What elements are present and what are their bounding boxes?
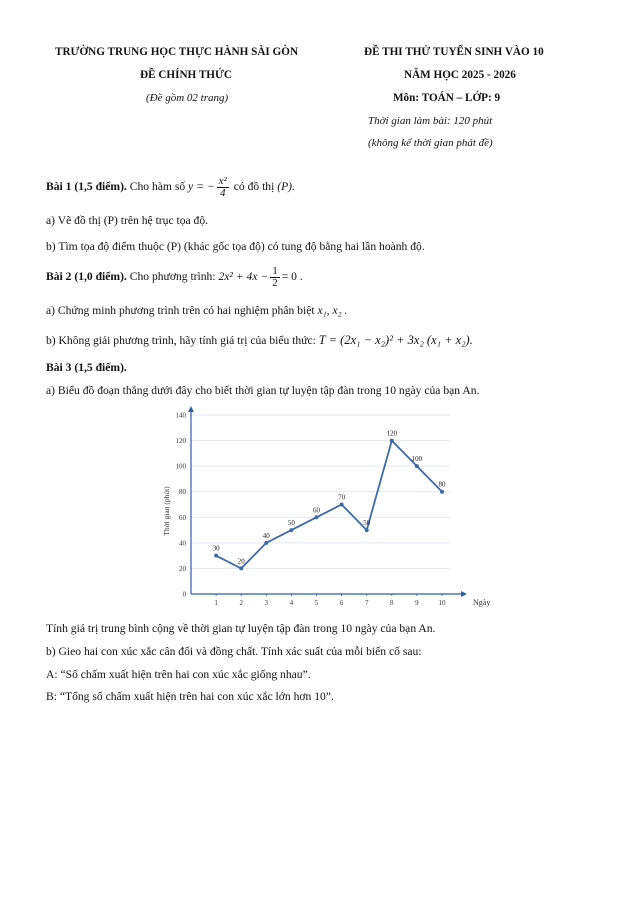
chart-y-tick-label: 60 xyxy=(179,513,186,522)
bai1-a: a) Vẽ đồ thị (P) trên hệ trục tọa độ. xyxy=(46,214,209,227)
chart-data-labels xyxy=(213,430,446,566)
chart-series-line xyxy=(216,441,442,569)
chart-data-label: 80 xyxy=(438,480,446,489)
chart-x-tick-label: 9 xyxy=(415,599,419,607)
chart-data-point xyxy=(239,566,243,570)
chart-data-point xyxy=(440,490,444,494)
chart-data-label: 50 xyxy=(363,519,371,528)
bai2-a: a) Chứng minh phương trình trên có hai nghiệm phân biệt xyxy=(46,304,315,317)
bai3-a-question: Tính giá trị trung bình cộng về thời gian tự luyện tập đàn trong 10 ngày của bạn An. xyxy=(46,622,436,635)
bai2-eq-num: 1 xyxy=(272,265,278,277)
chart-y-axis-label: Thời gian (phút) xyxy=(162,486,171,536)
bai1-title: Bài 1 (1,5 điểm). xyxy=(46,180,127,194)
chart-data-point xyxy=(289,528,293,532)
bai2-b: b) Không giải phương trình, hãy tính giá trị của biểu thức: xyxy=(46,334,316,347)
practice-time-line-chart xyxy=(150,405,500,615)
bai2-eq-den: 2 xyxy=(272,277,278,289)
bai2-title: Bài 2 (1,0 điểm). xyxy=(46,270,127,284)
chart-x-axis-arrow xyxy=(461,591,467,597)
duration-note: (không kể thời gian phát đề) xyxy=(368,137,493,149)
chart-data-point xyxy=(214,554,218,558)
bai1-graph-name: (P). xyxy=(277,180,295,194)
bai2-a-roots: x₁, x₂ . xyxy=(317,304,348,317)
chart-data-label: 40 xyxy=(262,531,270,540)
chart-y-tick-label: 100 xyxy=(175,462,186,471)
bai1-b: b) Tìm tọa độ điểm thuộc (P) (khác gốc tọa độ) có tung độ bằng hai lần hoành độ. xyxy=(46,240,425,253)
chart-data-label: 60 xyxy=(313,506,320,515)
chart-data-label: 120 xyxy=(386,429,398,438)
chart-data-point xyxy=(315,515,319,519)
chart-x-tick-label: 7 xyxy=(364,599,369,607)
chart-y-tick-label: 120 xyxy=(175,437,186,446)
chart-y-tick-label: 0 xyxy=(182,590,186,599)
bai2-eq-right: = 0 . xyxy=(281,270,303,284)
bai1-func-den: 4 xyxy=(219,187,226,199)
bai1-func-num: x² xyxy=(218,175,227,187)
official-label: ĐỀ CHÍNH THỨC xyxy=(140,69,232,81)
chart-y-tick-label: 20 xyxy=(179,564,186,573)
exam-title: ĐỀ THI THỬ TUYỂN SINH VÀO 10 xyxy=(364,46,544,58)
chart-y-tick-label: 80 xyxy=(179,488,186,497)
bai2-eq-fraction xyxy=(270,266,280,289)
chart-data-point xyxy=(415,464,419,468)
chart-x-tick-label: 3 xyxy=(264,599,269,607)
chart-x-tick-label: 2 xyxy=(239,599,243,607)
subject: Môn: TOÁN – LỚP: 9 xyxy=(393,92,501,104)
chart-x-tick-label: 8 xyxy=(390,599,394,607)
chart-data-point xyxy=(264,541,268,545)
chart-x-tick-label: 4 xyxy=(289,599,294,607)
duration: Thời gian làm bài: 120 phút xyxy=(368,115,493,127)
bai2-eq-left: 2x² + 4x − xyxy=(218,270,269,284)
bai1-func-fraction xyxy=(217,176,229,199)
bai3-title: Bài 3 (1,5 điểm). xyxy=(46,361,127,374)
bai2-line xyxy=(46,266,303,289)
chart-grid xyxy=(191,415,450,568)
chart-series xyxy=(214,439,444,571)
bai3-a: a) Biểu đồ đoạn thẳng dưới đây cho biết thời gian tự luyện tập đàn trong 10 ngày của bạn An. xyxy=(46,384,480,397)
chart-data-label: 30 xyxy=(212,544,220,553)
school-year: NĂM HỌC 2025 - 2026 xyxy=(404,69,516,81)
bai2-b-expr: T = (2x₁ − x₂)² + 3x₂ (x₁ + x₂). xyxy=(318,333,473,347)
bai1-graph-text: có đồ thị xyxy=(233,180,275,194)
chart-x-tick-label: 10 xyxy=(438,599,446,607)
chart-data-point xyxy=(340,503,344,507)
chart-y-tick-label: 40 xyxy=(179,539,186,548)
bai2-intro: Cho phương trình: xyxy=(129,270,216,284)
chart-x-tick-label: 5 xyxy=(314,599,319,607)
chart-x-tick-label: 1 xyxy=(214,599,218,607)
chart-data-label: 100 xyxy=(411,455,423,464)
pages-note: (Đề gồm 02 trang) xyxy=(146,92,229,104)
bai3-event-b: B: “Tổng số chấm xuất hiện trên hai con xúc xắc lớn hơn 10”. xyxy=(46,690,334,703)
chart-data-label: 50 xyxy=(287,519,295,528)
school-name: TRƯỜNG TRUNG HỌC THỰC HÀNH SÀI GÒN xyxy=(55,46,299,58)
bai2-a-line xyxy=(46,304,347,317)
bai1-intro: Cho hàm số xyxy=(129,180,186,194)
chart-data-label: 20 xyxy=(237,557,245,566)
chart-y-tick-label: 140 xyxy=(175,411,186,420)
chart-data-point xyxy=(365,528,369,532)
chart-x-axis-label: Ngày xyxy=(473,598,491,607)
chart-y-axis-arrow xyxy=(188,406,194,412)
chart-data-label: 70 xyxy=(338,493,346,502)
bai2-b-line xyxy=(46,333,473,348)
bai1-func-lhs: y = − xyxy=(188,180,215,194)
chart-data-point xyxy=(390,439,394,443)
chart-x-tick-label: 6 xyxy=(339,599,344,607)
bai1-line xyxy=(46,176,295,199)
bai3-b: b) Gieo hai con xúc xắc cân đối và đồng chất. Tính xác suất của mỗi biến cố sau: xyxy=(46,645,422,658)
bai3-event-a: A: “Số chấm xuất hiện trên hai con xúc xắc giống nhau”. xyxy=(46,668,311,681)
